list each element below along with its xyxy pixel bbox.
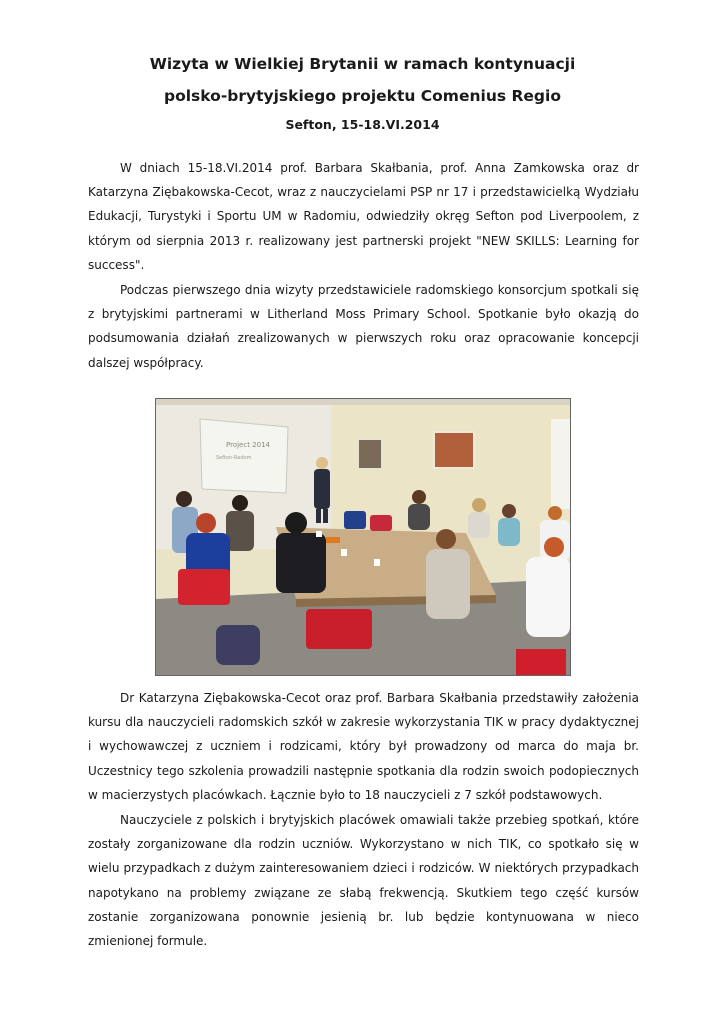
document-title-line1: Wizyta w Wielkiej Brytanii w ramach kontynuacji [149,55,576,73]
paragraph-3: Dr Katarzyna Ziębakowska-Cecot oraz prof. Barbara Skałbania przedstawiły założenia kursu dla nauczycieli radomskich szkół w zakresie wykorzystania TIK w pracy dydaktycznej i wychowawczej z uczniem i rodzicami, który był prowadzony od marca do maja br. Uczestnicy tego szkolenia prowadzili następnie spotkania dla rodzin swoich podopiecznych w macierzystych placówkach. Łącznie było to 18 nauczycieli z 7 szkół podstawowych. [88,691,639,802]
projection-screen [200,419,288,493]
backpack [216,625,260,665]
document-subtitle: Sefton, 15-18.VI.2014 [285,117,440,132]
wall-picture-2 [434,432,474,468]
meeting-photo [155,398,571,676]
screen-text-2: Sefton-Radom [216,455,252,461]
paragraph-4: Nauczyciele z polskich i brytyjskich placówek omawiali także przebieg spotkań, które zostały zorganizowane dla rodzin uczniów. Wykorzystano w nich TIK, co spotkało się w wielu przypadkach z dużym zainteresowaniem dzieci i rodziców. W niektórych przypadkach napotykano na problemy związane ze słabą frekwencją. Skutkiem tego część kursów zostanie zorganizowana ponownie jesienią br. lub będzie kontynuowana w nieco zmienionej formule. [88,813,639,949]
screen-text-1: Project 2014 [226,441,270,449]
document-title-line2: polsko-brytyjskiego projektu Comenius Regio [164,87,561,105]
wall-picture-1 [358,439,382,469]
paragraph-1: W dniach 15-18.VI.2014 prof. Barbara Skałbania, prof. Anna Zamkowska oraz dr Katarzyna Ziębakowska-Cecot, wraz z nauczycielami PSP nr 17 i przedstawicielką Wydziału Edukacji, Turystyki i Sportu UM w Radomiu, odwiedziły okręg Sefton pod Liverpoolem, z którym od sierpnia 2013 r. realizowany jest partnerski projekt "NEW SKILLS: Learning for success". [88,161,639,272]
paragraph-2: Podczas pierwszego dnia wizyty przedstawiciele radomskiego konsorcjum spotkali się z brytyjskimi partnerami w Litherland Moss Primary School. Spotkanie było okazją do podsumowania działań zrealizowanych w pierwszych roku oraz opracowanie koncepcji dalszej współpracy. [88,283,639,370]
